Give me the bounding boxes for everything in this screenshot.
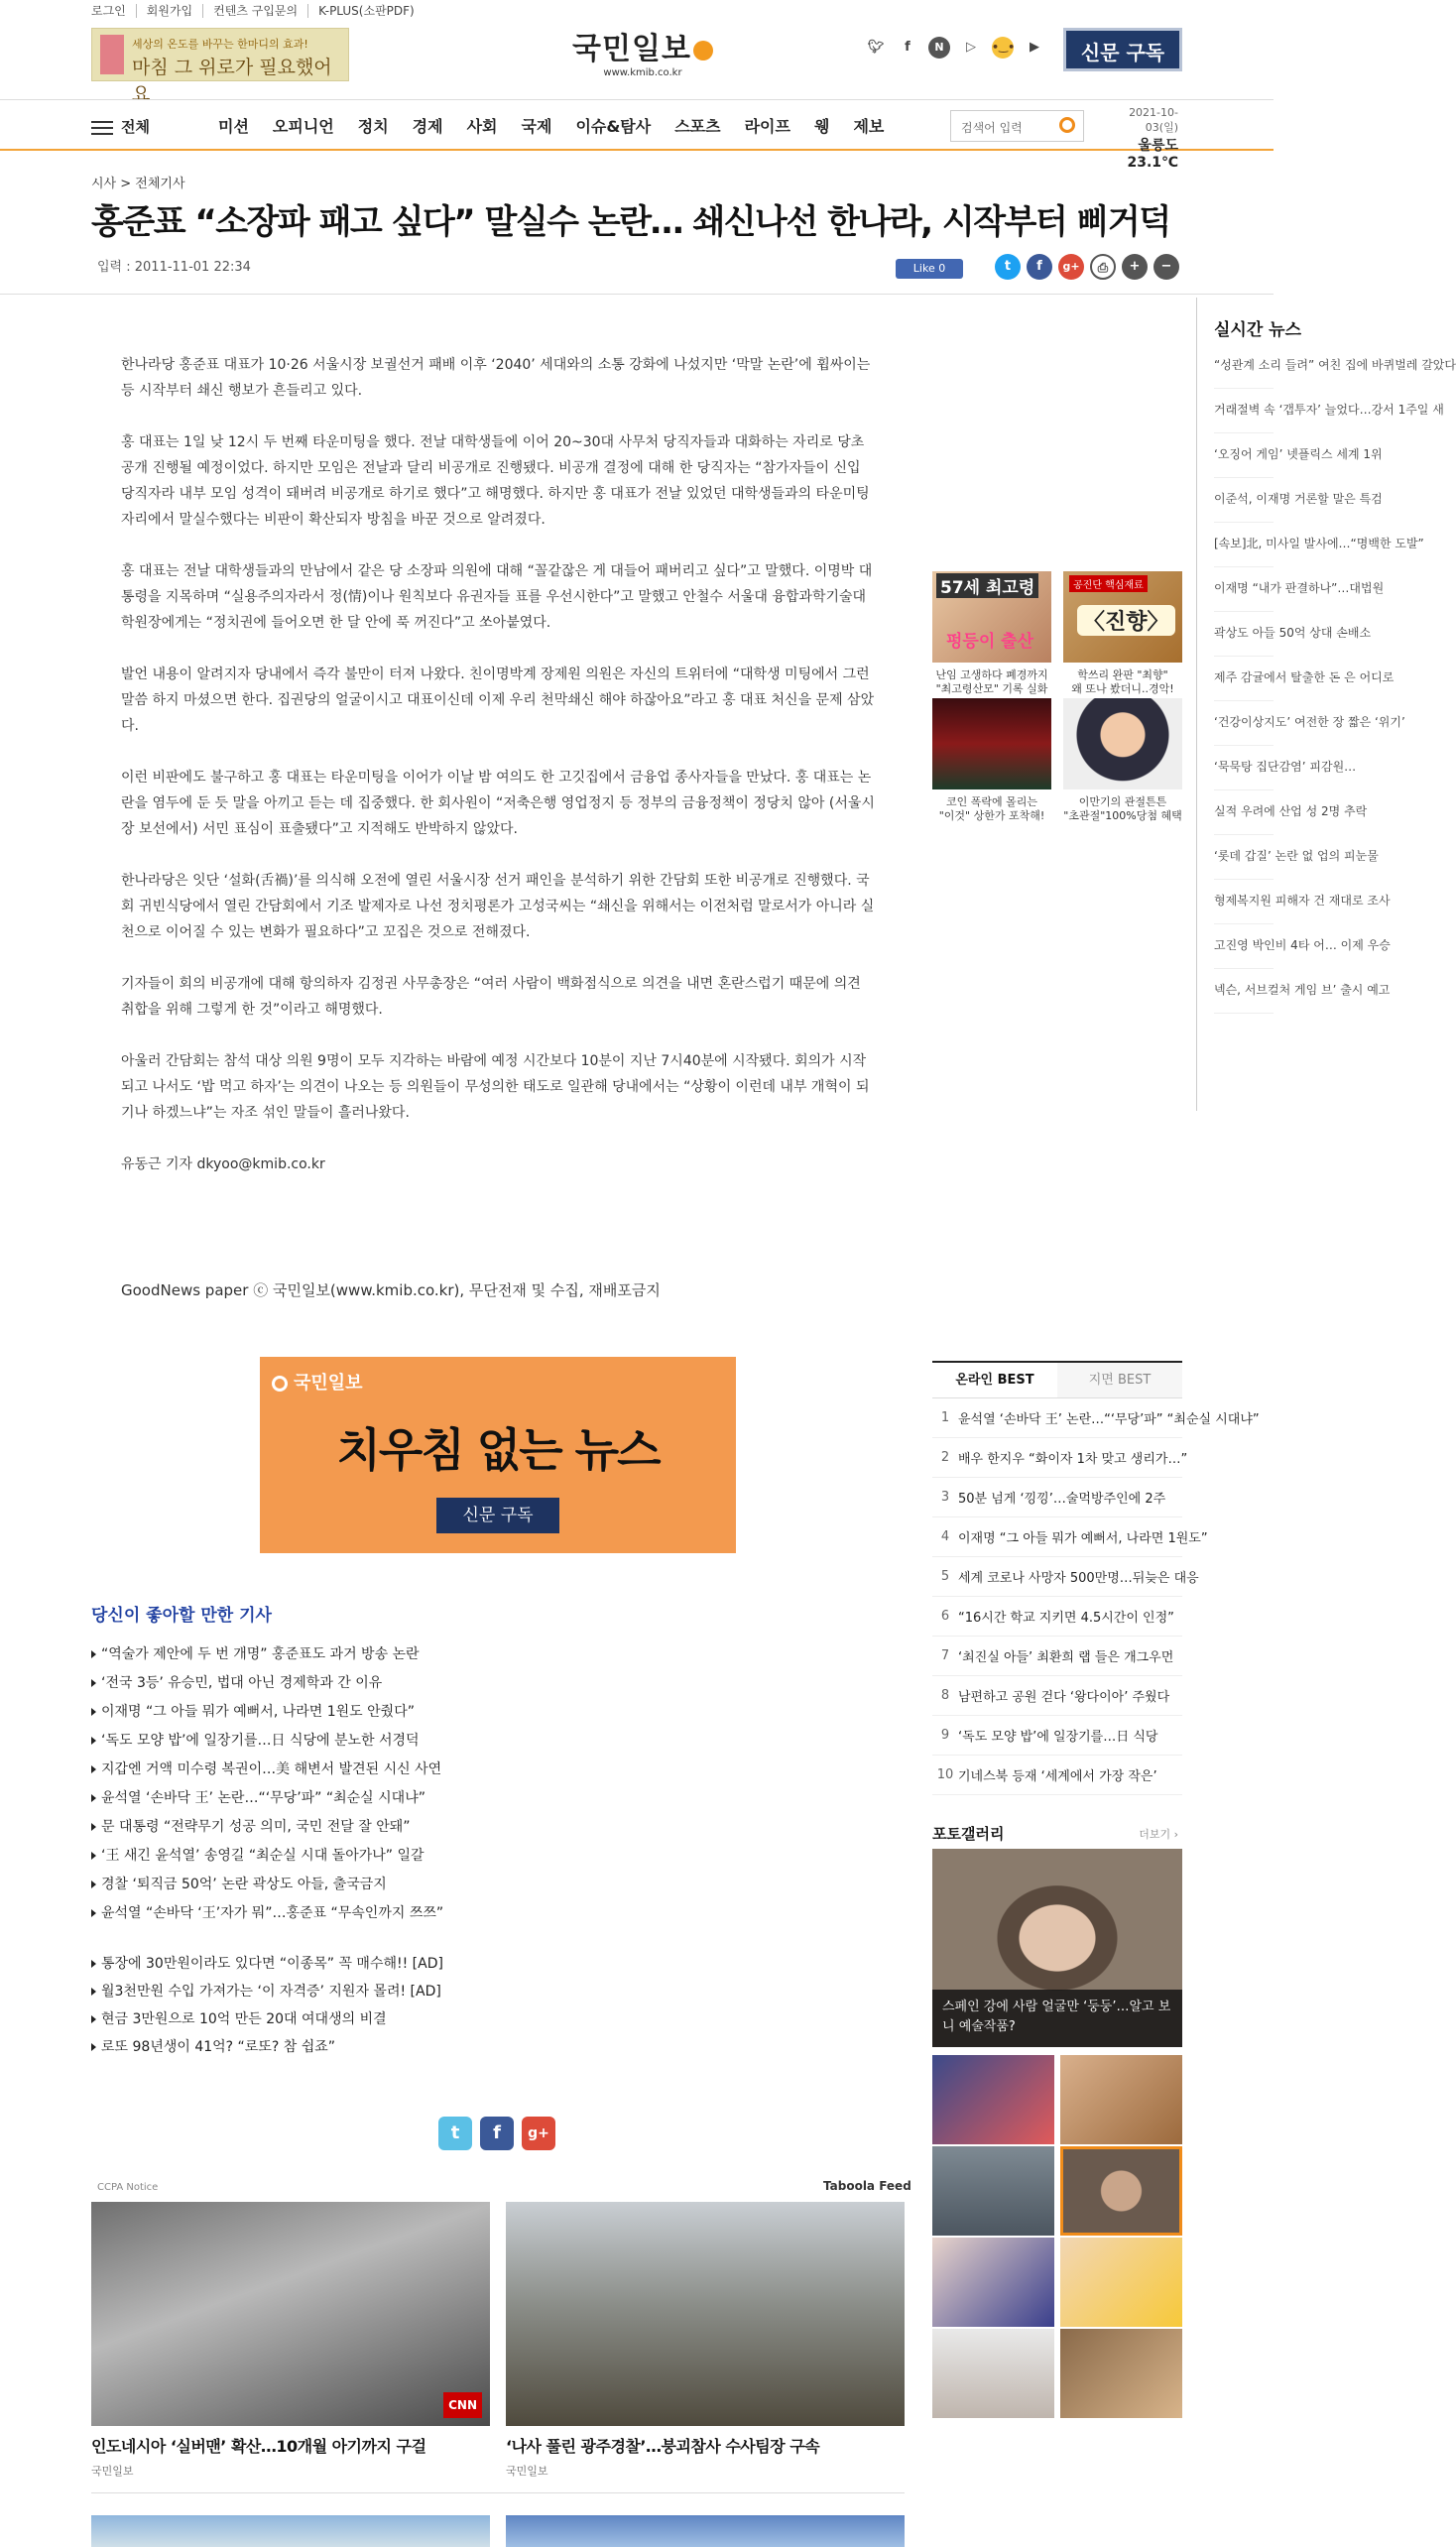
- rank-number: 1: [940, 1410, 950, 1425]
- banner-headline: 치우침 없는 뉴스: [336, 1423, 660, 1477]
- card-title: 인도네시아 ‘실버맨’ 확산…10개월 아기까지 구걸: [91, 2437, 426, 2456]
- font-increase-icon[interactable]: +: [1122, 254, 1148, 280]
- kakao-icon[interactable]: •‿•: [992, 37, 1014, 59]
- article-date: 입력 : 2011-11-01 22:34: [97, 260, 251, 275]
- ad-caption: 학쓰리 완판 "최향": [1077, 668, 1168, 681]
- ad-caption: 이만기의 관절튼튼: [1078, 795, 1167, 808]
- live-news-item[interactable]: ‘묵묵탕 집단감염’ 피감원…: [1214, 758, 1274, 790]
- ad-caption: "최고령산모" 기록 실화: [935, 682, 1048, 695]
- rank-number: 8: [940, 1688, 950, 1703]
- ad-caption: 난임 고생하다 폐경까지: [935, 668, 1048, 681]
- photo-thumbnail[interactable]: [932, 2146, 1054, 2236]
- search-placeholder: 검색어 입력: [961, 121, 1023, 135]
- recommended-item[interactable]: ‘전국 3등’ 유승민, 법대 아닌 경제학과 간 이유: [91, 1669, 443, 1698]
- best-tabs: [932, 1361, 1182, 1398]
- ad-caption: "초관절"100%당첨 혜택: [1063, 809, 1182, 822]
- recommended-item[interactable]: “역술가 제안에 두 번 개명” 홍준표도 과거 방송 논란: [91, 1640, 443, 1669]
- ad-image: [932, 571, 1051, 663]
- sidebar-ad[interactable]: [932, 571, 1051, 696]
- all-menu-button[interactable]: [91, 116, 150, 137]
- live-news-item[interactable]: 이재명 “내가 판결하나”…대법원: [1214, 579, 1274, 612]
- live-news-item[interactable]: ‘오징어 게임’ 넷플릭스 세계 1위: [1214, 445, 1274, 478]
- best-item[interactable]: [932, 1478, 1182, 1517]
- photo-caption: 스페인 강에 사람 얼굴만 ‘둥둥’…알고 보니 예술작품?: [932, 1990, 1182, 2047]
- search-input[interactable]: [950, 110, 1084, 142]
- ad-overlay-text: 〈진향〉: [1077, 605, 1175, 636]
- logo-mark-icon: [693, 41, 713, 61]
- photo-thumbnail[interactable]: [932, 2055, 1054, 2144]
- more-link[interactable]: 더보기 ›: [1139, 1828, 1178, 1841]
- best-item-title: 남편하고 공원 걷다 ‘왕다이아’ 주웠다: [958, 1690, 1170, 1705]
- nav-item-opinion[interactable]: 오피니언: [272, 117, 334, 136]
- tab-online-best[interactable]: 온라인 BEST: [955, 1373, 1034, 1388]
- best-item-title: 윤석열 ‘손바닥 王’ 논란…“‘무당’파” “최순실 시대냐”: [958, 1412, 1260, 1427]
- best-item[interactable]: [932, 1398, 1260, 1438]
- youtube-icon[interactable]: ▶: [1030, 40, 1039, 55]
- article-paragraph: 한나라당은 잇단 ‘설화(舌禍)’를 의식해 오전에 열린 서울시장 선거 패인을 분석하기 위한 간담회 또한 비공개로 진행했다. 국회 귀빈식당에서 열린 간담회에서 기조 발제자로 나선 정치평론가 고성국씨는 “쇄신을 위해서는 이전처럼 말로서가 아니라 실천으로 이어질 수 있는 변화가 필요하다”고 꼬집은 것으로 전해졌다.: [121, 873, 875, 940]
- card-image: [91, 2202, 490, 2426]
- banner-subscribe-button[interactable]: 신문 구독: [436, 1498, 559, 1533]
- article-paragraph: 발언 내용이 알려지자 당내에서 즉각 불만이 터져 나왔다. 친이명박계 장제원 의원은 자신의 트위터에 “대학생 미팅에서 그런 말씀 하지 마셨으면 한다. 집권당의 얼굴이시고 대표이신데 이제 우리 천막쇄신 해야 하잖아요”라고 홍 대표 처신을 문제 삼았다.: [121, 667, 875, 734]
- promo-line2: 마침 그 위로가 필요했어요: [132, 57, 332, 105]
- cnn-badge: CNN: [443, 2392, 482, 2418]
- rank-number: 10: [936, 1767, 954, 1782]
- weather-date: 2021-10-03(일): [1129, 106, 1178, 134]
- photo-thumbnail[interactable]: [1060, 2238, 1182, 2327]
- top-bar: [0, 0, 1274, 105]
- promo-banner[interactable]: [91, 28, 349, 105]
- divider: [91, 2492, 905, 2493]
- logo-url: www.kmib.co.kr: [603, 67, 682, 78]
- live-news-item[interactable]: 고진영 박인비 4타 어… 이제 우승: [1214, 936, 1274, 969]
- sponsored-card[interactable]: [91, 2202, 490, 2479]
- article-paragraph: 한나라당 홍준표 대표가 10·26 서울시장 보궐선거 패배 이후 ‘2040’ 세대와의 소통 강화에 나섰지만 ‘막말 논란’에 휩싸이는 등 시작부터 쇄신 행보가 흔들리고 있다.: [121, 357, 871, 399]
- rank-number: 5: [940, 1569, 950, 1584]
- article-paragraph: 아울러 간담회는 참석 대상 의원 9명이 모두 지각하는 바람에 예정 시간보다 10분이 지난 7시40분에 시작됐다. 회의가 시작되고 나서도 ‘밥 먹고 하자’는 의견이 나오는 등 의원들이 무성의한 태도로 일관해 당내에서는 “상황이 이런데 내부 개혁이 되기나 하겠느냐”는 자조 섞인 말들이 흘러나왔다.: [121, 1053, 870, 1121]
- best-item[interactable]: [932, 1676, 1182, 1716]
- twitter-share-icon[interactable]: t: [995, 254, 1021, 280]
- best-item[interactable]: [932, 1716, 1182, 1756]
- facebook-share-icon[interactable]: f: [1027, 254, 1052, 280]
- rank-number: 3: [940, 1490, 950, 1505]
- banner-logo-text: 국민일보: [294, 1373, 363, 1394]
- divider: [0, 294, 1274, 295]
- recommended-item[interactable]: 윤석열 “손바닥 ‘王’자가 뭐”…홍준표 “무속인까지 쯔쯔”: [91, 1899, 443, 1928]
- copyright-notice: GoodNews paper ⓒ 국민일보(www.kmib.co.kr), 무단전재 및 수집, 재배포금지: [121, 1281, 661, 1299]
- naver-icon[interactable]: N: [928, 37, 950, 59]
- live-news-item[interactable]: [속보]北, 미사일 발사에…“명백한 도발”: [1214, 535, 1274, 567]
- weather-widget: [1097, 106, 1178, 171]
- online-best-panel: [932, 1361, 1260, 1795]
- ad-caption: "이것" 상한가 포착해!: [938, 809, 1045, 822]
- weather-text: 울릉도23.1℃: [1127, 138, 1178, 171]
- facebook-share-icon[interactable]: f: [480, 2117, 514, 2150]
- live-news-panel: [1196, 298, 1456, 1026]
- photo-thumbnail[interactable]: [932, 2329, 1054, 2418]
- ad-link-item[interactable]: 로또 98년생이 41억? “로또? 참 쉽죠”: [91, 2033, 443, 2061]
- ccpa-notice[interactable]: CCPA Notice: [97, 2182, 159, 2193]
- recommended-item[interactable]: ‘王 새긴 윤석열’ 송영길 “최순실 시대 돌아가나” 일갈: [91, 1842, 443, 1871]
- ad-caption: 왜 또나 봤더니..경악!: [1071, 682, 1174, 695]
- photo-thumbnail[interactable]: [1060, 2329, 1182, 2418]
- site-logo[interactable]: [544, 24, 742, 78]
- sidebar-ad[interactable]: [932, 698, 1051, 823]
- best-item[interactable]: [932, 1517, 1208, 1557]
- ad-link-item[interactable]: 월3천만원 수입 가져가는 ‘이 자격증’ 지원자 몰려! [AD]: [91, 1978, 443, 2005]
- search-icon[interactable]: [1059, 117, 1075, 133]
- rank-number: 2: [940, 1450, 950, 1465]
- live-news-item[interactable]: ‘롯데 갑질’ 논란 없 업의 피눈물: [1214, 847, 1274, 880]
- recommended-heading: 당신이 좋아할 만한 기사: [91, 1606, 272, 1626]
- recommended-item[interactable]: 경찰 ‘퇴직금 50억’ 논란 곽상도 아들, 출국금지: [91, 1871, 443, 1899]
- nav-item-wang[interactable]: 웽: [813, 117, 830, 136]
- sponsored-card[interactable]: [506, 2202, 905, 2479]
- tab-print-best[interactable]: 지면 BEST: [1057, 1363, 1182, 1397]
- live-news-item[interactable]: 형제복지원 피해자 건 재대로 조사: [1214, 892, 1274, 924]
- nav-item-politics[interactable]: 정치: [357, 117, 389, 136]
- nav-item-society[interactable]: 사회: [466, 117, 498, 136]
- font-decrease-icon[interactable]: −: [1153, 254, 1179, 280]
- best-item-title: ‘최진실 아들’ 최환희 랩 들은 개그우먼: [958, 1650, 1174, 1665]
- signup-link[interactable]: 회원가입: [136, 4, 202, 18]
- live-news-item[interactable]: 거래절벽 속 ‘갭투자’ 늘었다…강서 1주일 새: [1214, 401, 1274, 433]
- sponsored-card-image[interactable]: [91, 2515, 490, 2547]
- rank-number: 9: [940, 1728, 950, 1743]
- sponsored-card-image[interactable]: [506, 2515, 905, 2547]
- book-image: [100, 35, 124, 74]
- photo-main[interactable]: [932, 1849, 1182, 2047]
- best-item[interactable]: [932, 1597, 1182, 1637]
- live-news-item[interactable]: 이준석, 이재명 거론할 말은 특검: [1214, 490, 1274, 523]
- card-source: 국민일보: [506, 2465, 548, 2478]
- recommended-item[interactable]: ‘독도 모양 밥’에 일장기를…日 식당에 분노한 서경덕: [91, 1727, 443, 1756]
- sidebar-ad[interactable]: [1063, 698, 1182, 823]
- card-source: 국민일보: [91, 2465, 134, 2478]
- best-item[interactable]: [932, 1637, 1182, 1676]
- rank-number: 4: [940, 1529, 950, 1544]
- logo-text: 국민일보: [572, 32, 691, 66]
- top-links: [91, 4, 425, 18]
- recommended-item[interactable]: 지갑엔 거액 미수령 복권이…美 해변서 발견된 시신 사연: [91, 1756, 443, 1784]
- live-news-heading: 실시간 뉴스: [1214, 320, 1302, 340]
- ad-link-list: [91, 1950, 443, 2061]
- ad-overlay-text: 펑등이 출산: [946, 632, 1034, 652]
- sidebar-ad[interactable]: [1063, 571, 1182, 696]
- ad-image: [932, 698, 1051, 789]
- best-item[interactable]: [932, 1438, 1188, 1478]
- rank-number: 7: [940, 1648, 950, 1663]
- live-news-item[interactable]: 곽상도 아들 50억 상대 손배소: [1214, 624, 1274, 657]
- facebook-like-button[interactable]: [896, 259, 963, 279]
- reporter-byline: 유동근 기자 dkyoo@kmib.co.kr: [121, 1156, 325, 1172]
- live-news-item[interactable]: 제주 감귤에서 탈출한 돈 은 어디로: [1214, 668, 1274, 701]
- card-image: [506, 2202, 905, 2426]
- ad-caption: 코인 폭락에 몰리는: [945, 795, 1037, 808]
- subscribe-banner[interactable]: [260, 1357, 736, 1553]
- rank-number: 6: [940, 1609, 950, 1624]
- social-icons: [865, 37, 1045, 59]
- photo-thumbnail-selected[interactable]: [1060, 2146, 1182, 2236]
- breadcrumb[interactable]: 시사 > 전체기사: [91, 177, 185, 191]
- nav-item-report[interactable]: 제보: [853, 117, 885, 136]
- ad-link-item[interactable]: 통장에 30만원이라도 있다면 “이종목” 꼭 매수해!! [AD]: [91, 1950, 443, 1978]
- googleplus-share-icon[interactable]: g+: [522, 2117, 555, 2150]
- best-item-title: 50분 넘게 ‘낑낑’…술먹방주인에 2주: [958, 1492, 1166, 1507]
- best-item-title: “16시간 학교 지키면 4.5시간이 인정”: [958, 1611, 1174, 1626]
- ad-overlay-text: 공진단 핵심재료: [1069, 575, 1148, 592]
- best-item-title: 기네스북 등재 ‘세계에서 가장 작은’: [958, 1769, 1157, 1784]
- nav-item-life[interactable]: 라이프: [744, 117, 790, 136]
- article-body: [121, 352, 875, 1203]
- best-item-title: 이재명 “그 아들 뭐가 예뻐서, 나라면 1원도”: [958, 1531, 1208, 1546]
- like-label: Like 0: [912, 262, 946, 275]
- nav-item-sports[interactable]: 스포츠: [674, 117, 721, 136]
- article-paragraph: 홍 대표는 1일 낮 12시 두 번째 타운미팅을 했다. 전날 대학생들에 이어 20~30대 사무처 당직자들과 대화하는 자리로 당초 공개 진행될 예정이었다. 하지만 모임은 전날과 달리 비공개로 진행됐다. 비공개 결정에 대해 한 당직자는 “참가자들이 신입 당직자라 내부 모임 성격이 돼버려 비공개로 하기로 했다”고 해명했다. 하지만 홍 대표가 전날 있었던 대학생들과의 타운미팅 자리에서 말실수했다는 비판이 확산되자 방침을 바꾼 것으로 알려졌다.: [121, 434, 870, 528]
- photo-gallery-heading: 포토갤러리: [932, 1825, 1005, 1843]
- photo-thumbnail[interactable]: [1060, 2055, 1182, 2144]
- ad-image: [1063, 571, 1182, 663]
- banner-logo: [272, 1369, 363, 1395]
- print-icon[interactable]: ⎙: [1090, 254, 1116, 280]
- photo-thumbnail[interactable]: [932, 2238, 1054, 2327]
- recommended-item[interactable]: 윤석열 ‘손바닥 王’ 논란…“‘무당’파” “최순실 시대냐”: [91, 1784, 443, 1813]
- nav-item-economy[interactable]: 경제: [412, 117, 443, 136]
- login-link[interactable]: 로그인: [91, 4, 126, 18]
- facebook-icon[interactable]: f: [905, 40, 910, 55]
- ad-image: [1063, 698, 1182, 789]
- play-icon[interactable]: ▷: [966, 40, 976, 55]
- recommended-item[interactable]: 문 대통령 “전략무기 성공 의미, 국민 전달 잘 안돼”: [91, 1813, 443, 1842]
- live-news-item[interactable]: “성관계 소리 들려” 여친 집에 바퀴벌레 갈았다: [1214, 356, 1274, 389]
- nav-items: [218, 114, 908, 137]
- live-news-item[interactable]: 실적 우려에 산업 성 2명 추락: [1214, 802, 1274, 835]
- article-paragraph: 홍 대표는 전날 대학생들과의 만남에서 같은 당 소장파 의원에 대해 “꼴같잖은 게 대들어 패버리고 싶다”고 말했다. 이명박 대통령을 지목하며 “실용주의자라서 정(情)이나 원칙보다 유권자들 표를 우선시한다”고 말했고 안철수 서울대 융합과학기술대학원장에게는 “정치권에 들어오면 한 달 안에 푹 꺼진다”고 쏘아붙였다.: [121, 563, 873, 631]
- recommended-item[interactable]: 이재명 “그 아들 뭐가 예뻐서, 나라면 1원도 안줬다”: [91, 1698, 443, 1727]
- best-item[interactable]: [932, 1557, 1199, 1597]
- content-purchase-link[interactable]: 컨텐츠 구입문의: [202, 4, 307, 18]
- photo-gallery-header: [932, 1823, 1182, 1844]
- hamburger-icon: [91, 121, 113, 135]
- nav-item-mission[interactable]: 미션: [218, 117, 249, 136]
- googleplus-share-icon[interactable]: g+: [1058, 254, 1084, 280]
- recommended-list: [91, 1640, 443, 1928]
- live-news-item[interactable]: 넥슨, 서브컬처 게임 브’ 출시 예고: [1214, 981, 1274, 1014]
- kplus-link[interactable]: K-PLUS(소판PDF): [307, 4, 425, 18]
- article-paragraph: 이런 비판에도 불구하고 홍 대표는 타운미팅을 이어가 이날 밤 여의도 한 고깃집에서 금융업 종사자들을 만났다. 홍 대표는 논란을 염두에 둔 듯 말을 아끼고 듣는 데 집중했다. 한 회사원이 “저축은행 영업정지 등 정부의 금융정책이 정당치 않아 (서울시장 보선에서) 서민 표심이 표출됐다”고 지적해도 반박하지 않았다.: [121, 770, 875, 837]
- nav-item-issue[interactable]: 이슈&탐사: [575, 117, 652, 136]
- main-nav: [0, 99, 1274, 171]
- live-news-item[interactable]: ‘건강이상지도’ 여전한 장 짧은 ‘위기’: [1214, 713, 1274, 746]
- ad-link-item[interactable]: 현금 3만원으로 10억 만든 20대 여대생의 비결: [91, 2005, 443, 2033]
- all-menu-label: 전체: [121, 118, 150, 136]
- best-item-title: 세계 코로나 사망자 500만명…뒤늦은 대응: [958, 1571, 1199, 1586]
- article-title: 홍준표 “소장파 패고 싶다” 말실수 논란… 쇄신나선 한나라, 시작부터 삐거덕: [91, 202, 1170, 242]
- ad-overlay-text: 57세 최고령: [936, 573, 1038, 598]
- best-item-title: ‘독도 모양 밥’에 일장기를…日 식당: [958, 1730, 1158, 1745]
- subscribe-button[interactable]: 신문 구독: [1063, 28, 1182, 71]
- logo-mark-icon: [272, 1376, 288, 1392]
- taboola-brand[interactable]: Taboola Feed: [823, 2179, 911, 2193]
- article-paragraph: 기자들이 회의 비공개에 대해 항의하자 김정권 사무총장은 “여러 사람이 백화점식으로 의견을 내면 혼란스럽기 때문에 의견 취합을 위해 그렇게 한 것”이라고 해명했다.: [121, 976, 861, 1018]
- share-icons: [995, 254, 1179, 280]
- card-title: ‘나사 풀린 광주경찰’…붕괴참사 수사팀장 구속: [506, 2437, 820, 2456]
- twitter-share-icon[interactable]: t: [438, 2117, 472, 2150]
- nav-item-international[interactable]: 국제: [521, 117, 552, 136]
- promo-line1: 세상의 온도를 바꾸는 한마디의 효과!: [132, 38, 308, 51]
- best-item-title: 배우 한지우 “화이자 1차 맞고 생리가…”: [958, 1452, 1188, 1467]
- best-item[interactable]: [932, 1756, 1182, 1795]
- twitter-icon[interactable]: 🐦︎: [867, 40, 885, 55]
